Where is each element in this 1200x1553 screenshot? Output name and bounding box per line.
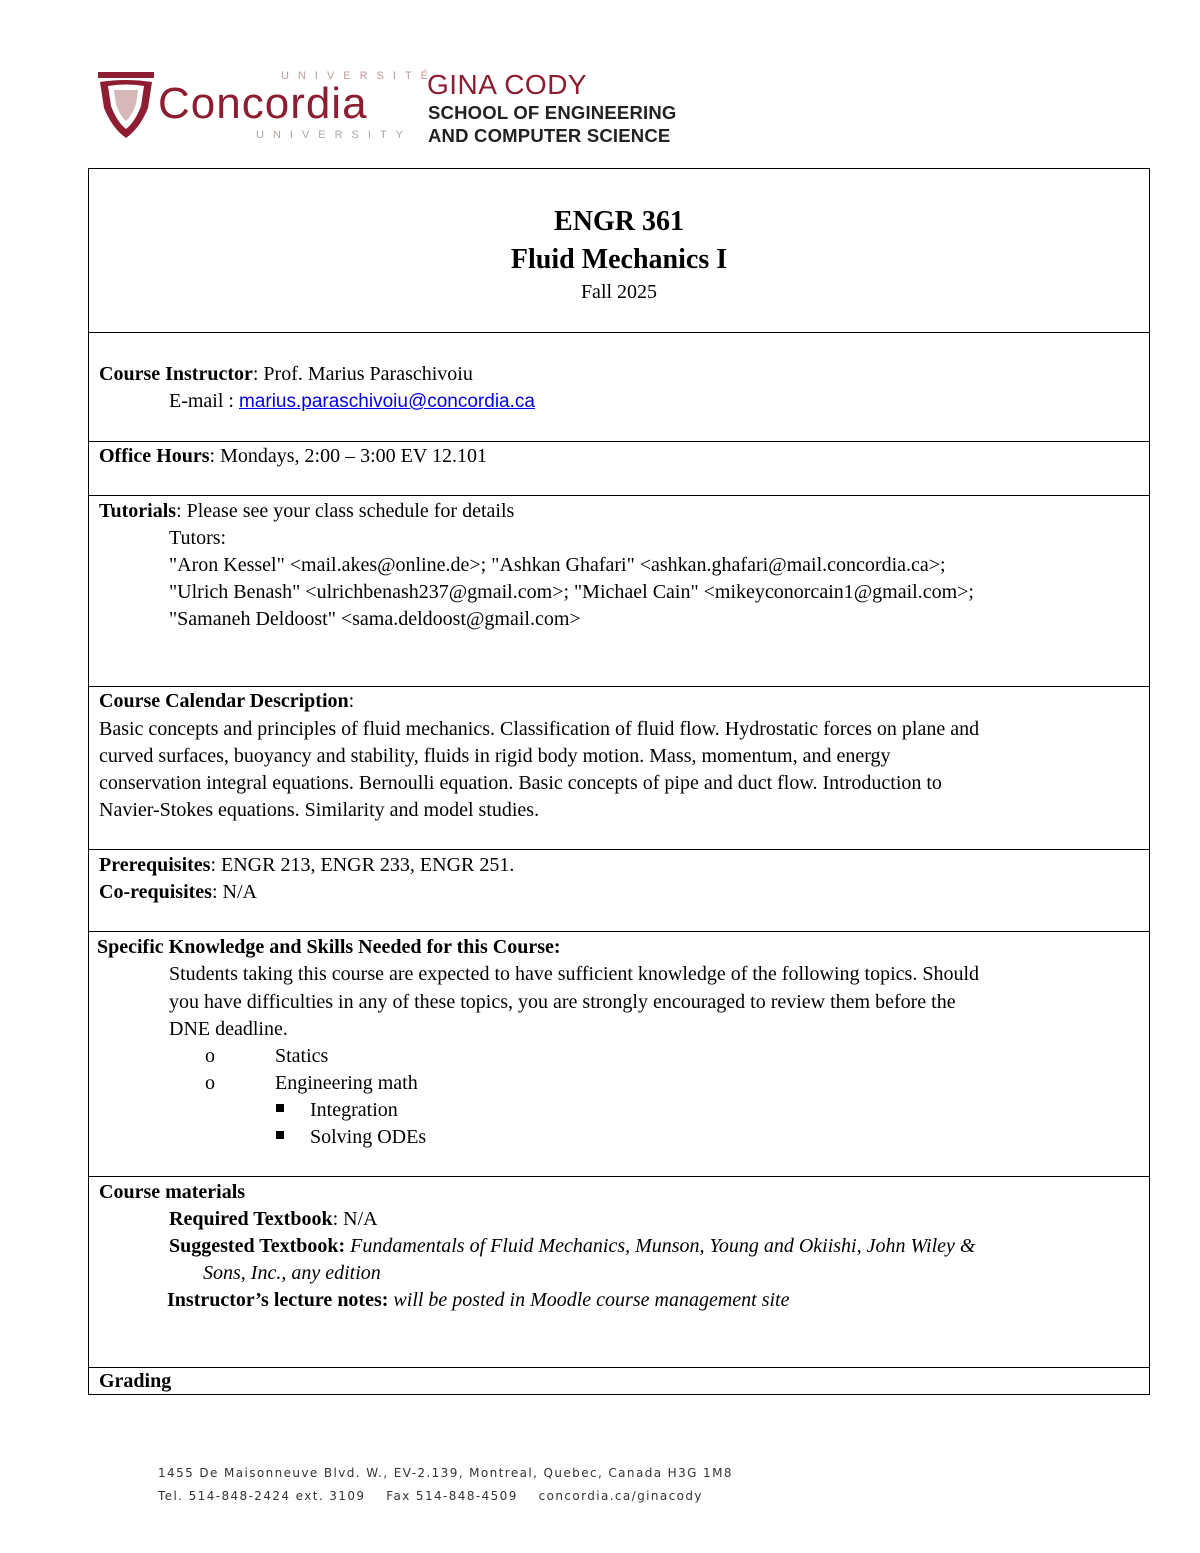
topic-engineering-math: Engineering math — [275, 1072, 418, 1094]
email-label: E-mail : — [169, 390, 239, 412]
list-item — [205, 1043, 328, 1070]
lecture-notes-label: Instructor’s lecture notes: — [167, 1289, 389, 1311]
bullet-square-icon — [276, 1131, 284, 1139]
school-subtitle-2: AND COMPUTER SCIENCE — [428, 125, 671, 146]
divider — [89, 441, 1149, 442]
tutors-label: Tutors: — [169, 527, 227, 549]
topic-solving-odes: Solving ODEs — [310, 1126, 427, 1148]
course-title: Fluid Mechanics I — [510, 244, 728, 275]
calendar-line-3: conservation integral equations. Bernoulli equation. Basic concepts of pipe and duct flow. Introduction to — [99, 772, 942, 794]
instructor-name: : Prof. Marius Paraschivoiu — [252, 363, 473, 385]
concordia-shield-icon — [96, 68, 156, 140]
divider — [89, 332, 1149, 333]
prerequisites-label: Prerequisites — [99, 854, 211, 876]
calendar-line-2: curved surfaces, buoyancy and stability, fluids in rigid body motion. Mass, momentum, and energy — [99, 745, 891, 767]
corequisites-line — [99, 879, 257, 906]
tutorials-label: Tutorials — [99, 500, 177, 522]
divider — [89, 686, 1149, 687]
prerequisites-value: : ENGR 213, ENGR 233, ENGR 251. — [210, 854, 515, 876]
list-item — [276, 1124, 426, 1151]
lecture-notes-value: will be posted in Moodle course management site — [393, 1289, 790, 1311]
office-hours-value: : Mondays, 2:00 – 3:00 EV 12.101 — [209, 445, 487, 467]
office-hours-line — [99, 443, 487, 470]
required-textbook-line — [169, 1206, 378, 1233]
corequisites-label: Co-requisites — [99, 881, 212, 903]
instructor-line — [99, 361, 473, 388]
divider — [89, 495, 1149, 496]
calendar-colon: : — [348, 690, 355, 712]
logo-universite: UNIVERSITÉ — [281, 70, 438, 82]
suggested-textbook-value-2: Sons, Inc., any edition — [203, 1262, 381, 1284]
footer-phone: Tel. 514-848-2424 ext. 3109 — [158, 1489, 366, 1503]
list-item — [276, 1097, 398, 1124]
divider — [89, 1367, 1149, 1368]
topic-statics: Statics — [275, 1045, 329, 1067]
topic-integration: Integration — [310, 1099, 398, 1121]
corequisites-value: : N/A — [211, 881, 257, 903]
list-item — [205, 1070, 418, 1097]
tutorials-line — [99, 498, 514, 525]
grading-heading: Grading — [99, 1370, 172, 1392]
divider — [89, 849, 1149, 850]
bullet-circle-icon: o — [205, 1072, 215, 1094]
tutors-line-1: "Aron Kessel" <mail.akes@online.de>; "Ashkan Ghafari" <ashkan.ghafari@mail.concordia.ca>; — [169, 554, 946, 576]
instructor-email-line — [169, 388, 535, 415]
prerequisites-line — [99, 852, 514, 879]
lecture-notes-line — [167, 1287, 789, 1314]
instructor-label: Course Instructor — [99, 363, 253, 385]
required-textbook-label: Required Textbook — [169, 1208, 333, 1230]
calendar-line-1: Basic concepts and principles of fluid mechanics. Classification of fluid flow. Hydrostatic forces on plane and — [99, 718, 980, 740]
logo-university: UNIVERSITY — [256, 129, 413, 141]
concordia-logo — [96, 66, 696, 148]
suggested-textbook-value: Fundamentals of Fluid Mechanics, Munson, Young and Okiishi, John Wiley & — [350, 1235, 976, 1257]
calendar-heading — [99, 688, 354, 715]
footer-address: 1455 De Maisonneuve Blvd. W., EV-2.139, Montreal, Quebec, Canada H3G 1M8 — [158, 1466, 733, 1480]
skills-heading: Specific Knowledge and Skills Needed for this Course: — [97, 936, 561, 958]
school-title: GINA CODY — [427, 69, 588, 100]
suggested-textbook-line — [169, 1233, 975, 1260]
course-code: ENGR 361 — [554, 206, 684, 237]
suggested-textbook-label: Suggested Textbook: — [169, 1235, 346, 1257]
footer-contact — [158, 1489, 703, 1503]
materials-heading: Course materials — [99, 1181, 246, 1203]
skills-line-2: you have difficulties in any of these topics, you are strongly encouraged to review them before the — [169, 991, 956, 1013]
school-subtitle-1: SCHOOL OF ENGINEERING — [428, 102, 677, 123]
logo-wordmark: Concordia — [158, 79, 368, 128]
bullet-square-icon — [276, 1104, 284, 1112]
course-term: Fall 2025 — [580, 281, 658, 303]
tutorials-value: : Please see your class schedule for details — [176, 500, 515, 522]
calendar-label: Course Calendar Description — [99, 690, 349, 712]
divider — [89, 1176, 1149, 1177]
tutors-line-2: "Ulrich Benash" <ulrichbenash237@gmail.com>; "Michael Cain" <mikeyconorcain1@gmail.com>; — [169, 581, 974, 603]
bullet-circle-icon: o — [205, 1045, 215, 1067]
instructor-email-link[interactable]: marius.paraschivoiu@concordia.ca — [238, 391, 535, 412]
skills-line-1: Students taking this course are expected to have sufficient knowledge of the following topics. Should — [169, 963, 980, 985]
footer-website[interactable]: concordia.ca/ginacody — [538, 1489, 703, 1503]
required-textbook-value: : N/A — [332, 1208, 378, 1230]
tutors-line-3: "Samaneh Deldoost" <sama.deldoost@gmail.com> — [169, 608, 581, 630]
office-hours-label: Office Hours — [99, 445, 210, 467]
skills-line-3: DNE deadline. — [169, 1018, 288, 1040]
course-outline-box — [88, 168, 1150, 1395]
calendar-line-4: Navier-Stokes equations. Similarity and model studies. — [99, 799, 540, 821]
divider — [89, 931, 1149, 932]
footer-fax: Fax 514-848-4509 — [386, 1489, 518, 1503]
